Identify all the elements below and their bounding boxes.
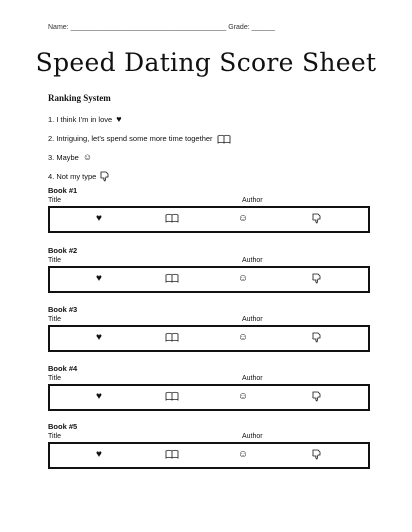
rank-item-intriguing [48, 129, 368, 148]
author-label: Author [242, 375, 263, 382]
book-entry-4 [48, 364, 370, 411]
thumbs-down-icon[interactable] [312, 449, 326, 460]
open-book-icon [217, 134, 231, 144]
heart-icon[interactable]: ♥ [96, 213, 102, 224]
title-label: Title [48, 375, 61, 382]
book-entry-5 [48, 422, 370, 469]
rank-label: 2. Intriguing, let’s spend some more time together [48, 134, 213, 143]
rank-item-love [48, 110, 368, 129]
rank-item-not-my-type [48, 167, 368, 186]
rank-label: 4. Not my type [48, 172, 97, 181]
smiley-icon: ☺ [82, 152, 93, 162]
author-label: Author [242, 433, 263, 440]
book-entry-3 [48, 305, 370, 352]
thumbs-down-icon[interactable] [312, 273, 326, 284]
grade-field[interactable]: ______ [251, 24, 275, 31]
ranking-heading: Ranking System [48, 93, 111, 103]
thumbs-down-icon[interactable] [312, 213, 326, 224]
title-label: Title [48, 316, 61, 323]
heart-icon[interactable]: ♥ [96, 449, 102, 460]
book-number: Book #1 [48, 186, 78, 195]
score-box [48, 266, 370, 293]
title-label: Title [48, 257, 61, 264]
book-entry-2 [48, 246, 370, 293]
title-label: Title [48, 433, 61, 440]
name-grade-line [48, 24, 275, 31]
title-label: Title [48, 197, 61, 204]
open-book-icon[interactable] [165, 273, 179, 283]
smiley-icon[interactable]: ☺ [237, 391, 249, 402]
book-number: Book #5 [48, 422, 78, 431]
score-box [48, 206, 370, 233]
author-label: Author [242, 316, 263, 323]
author-label: Author [242, 197, 263, 204]
smiley-icon[interactable]: ☺ [237, 332, 249, 343]
rank-label: 3. Maybe [48, 153, 79, 162]
smiley-icon[interactable]: ☺ [237, 273, 249, 284]
author-label: Author [242, 257, 263, 264]
smiley-icon[interactable]: ☺ [237, 213, 249, 224]
open-book-icon[interactable] [165, 213, 179, 223]
score-box [48, 325, 370, 352]
name-field[interactable]: ________________________________________ [70, 24, 227, 31]
name-label: Name: [48, 24, 69, 31]
book-number: Book #2 [48, 246, 78, 255]
grade-label: Grade: [228, 24, 250, 31]
page-title: Speed Dating Score Sheet [35, 48, 377, 77]
thumbs-down-icon [100, 171, 110, 182]
heart-icon[interactable]: ♥ [96, 332, 102, 343]
book-number: Book #3 [48, 305, 78, 314]
heart-icon: ♥ [116, 114, 122, 124]
open-book-icon[interactable] [165, 449, 179, 459]
open-book-icon[interactable] [165, 332, 179, 342]
open-book-icon[interactable] [165, 391, 179, 401]
score-box [48, 384, 370, 411]
book-number: Book #4 [48, 364, 78, 373]
thumbs-down-icon[interactable] [312, 332, 326, 343]
score-box [48, 442, 370, 469]
ranking-list [48, 110, 368, 186]
smiley-icon[interactable]: ☺ [237, 449, 249, 460]
rank-label: 1. I think I’m in love [48, 115, 113, 124]
rank-item-maybe [48, 148, 368, 167]
heart-icon[interactable]: ♥ [96, 391, 102, 402]
thumbs-down-icon[interactable] [312, 391, 326, 402]
book-entry-1 [48, 186, 370, 233]
heart-icon[interactable]: ♥ [96, 273, 102, 284]
